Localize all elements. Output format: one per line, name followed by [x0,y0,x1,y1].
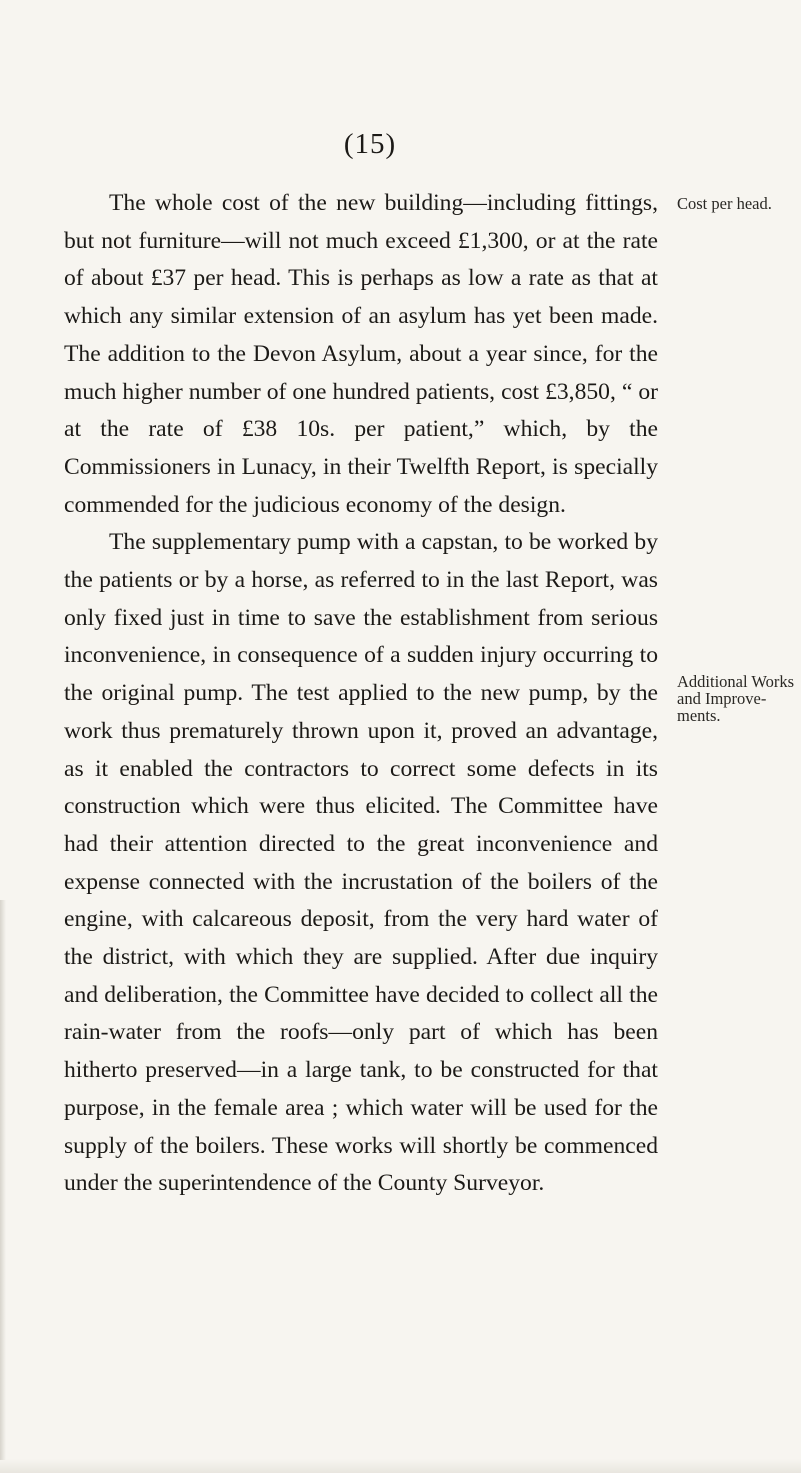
page-bottom-shadow [0,1459,801,1473]
paragraph-cost: The whole cost of the new building—including fittings, but not furniture—will not much exceed £1,300, or at the rate of about £37 per head. This is perhaps as low a rate as that at which any similar extension of an asylum has yet been made. The addition to the Devon Asylum, about a year since, for the much higher number of one hundred patients, cost £3,850, “ or at the rate of £38 10s. per patient,” which, by the Commissioners in Lunacy, in their Twelfth Report, is specially commended for the judicious economy of the design. [64,190,658,518]
margin-note-additional-works: Additional Works and Improvements. [677,672,795,725]
margin-note-cost-per-head: Cost per head. [677,194,772,213]
page-edge-shadow [0,900,6,1460]
page-number: (15) [343,128,397,160]
paragraph-additional-works: The supplementary pump with a capstan, to be worked by the patients or by a horse, as referred to in the last Report, was only fixed just in time to save the establishment from serious inconvenience, in consequence of a sudden injury occurring to the original pump. The test applied to the new pump, by the work thus prematurely thrown upon it, proved an advantage, as it enabled the contractors to correct some defects in its construction which were thus elicited. The Committee have had their attention directed to the great inconvenience and expense connected with the incrustation of the boilers of the engine, with calcareous deposit, from the very hard water of the district, with which they are supplied. After due inquiry and deliberation, the Committee have decided to collect all the rain-water from the roofs—only part of which has been hitherto preserved—in a large tank, to be constructed for that purpose, in the female area ; which water will be used for the supply of the boilers. These works will shortly be commenced under the superintendence of the County Surveyor. [64,529,658,1197]
body-text [64,185,658,1203]
